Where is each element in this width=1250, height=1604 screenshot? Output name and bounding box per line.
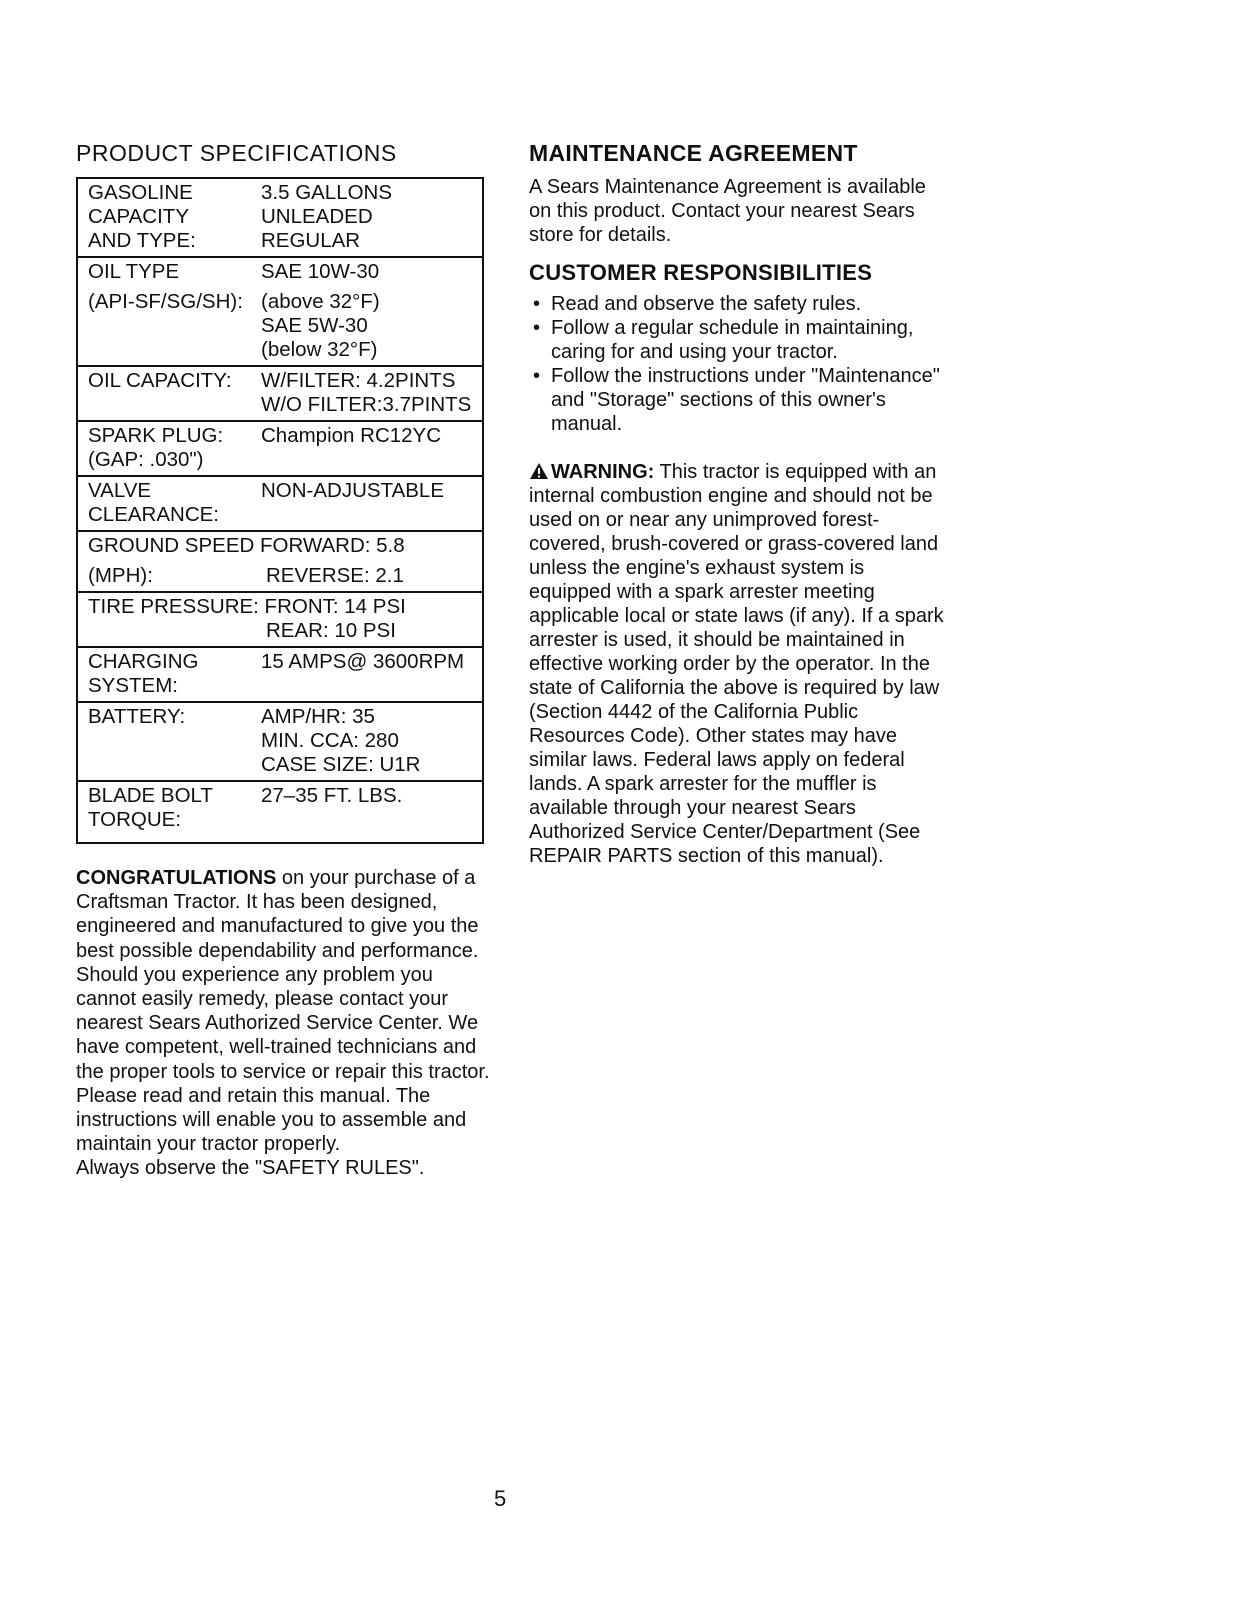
right-column — [529, 140, 949, 888]
safety-rules-paragraph: Always observe the "SAFETY RULES". — [76, 1157, 425, 1180]
spec-label: (API-SF/SG/SH): — [88, 290, 243, 313]
spec-label: OIL TYPE — [88, 260, 180, 283]
spec-label: OIL CAPACITY: — [88, 369, 232, 392]
responsibilities-list — [529, 292, 949, 436]
spec-value: 15 AMPS@ 3600RPM — [261, 650, 465, 673]
list-item: • Follow the instructions under "Maintenance" and "Storage" sections of this owner's manual. — [529, 364, 949, 436]
spec-value: NON-ADJUSTABLE — [261, 479, 445, 502]
spec-row-oil-capacity — [78, 367, 482, 422]
spec-value: UNLEADED — [261, 205, 373, 228]
customer-responsibilities-heading: CUSTOMER RESPONSIBILITIES — [529, 259, 873, 285]
list-item: • Follow a regular schedule in maintaining, caring for and using your tractor. — [529, 316, 949, 364]
spec-row-valve-clearance — [78, 477, 482, 532]
spec-value: W/FILTER: 4.2PINTS — [261, 369, 456, 392]
spec-label: BLADE BOLT — [88, 784, 213, 807]
spec-value: MIN. CCA: 280 — [261, 729, 399, 752]
spec-value: REAR: 10 PSI — [266, 619, 396, 642]
warning-triangle-icon — [529, 462, 549, 480]
spec-value: Champion RC12YC — [261, 424, 442, 447]
spec-row-blade-bolt — [78, 782, 482, 842]
spec-value: CASE SIZE: U1R — [261, 753, 421, 776]
maintenance-agreement-text: A Sears Maintenance Agreement is available on this product. Contact your nearest Sears store for details. — [529, 176, 926, 247]
spec-row-ground-speed — [78, 532, 482, 593]
spec-value: SAE 10W-30 — [261, 260, 380, 283]
spec-label: CLEARANCE: — [88, 503, 220, 526]
page-number: 5 — [494, 1486, 507, 1511]
spec-label: SPARK PLUG: — [88, 424, 224, 447]
spec-label: CHARGING — [88, 650, 199, 673]
spec-label: AND TYPE: — [88, 229, 196, 252]
spec-label: BATTERY: — [88, 705, 186, 728]
congratulations-paragraph — [76, 866, 496, 963]
spec-value: W/O FILTER:3.7PINTS — [261, 393, 472, 416]
maintenance-agreement-heading: MAINTENANCE AGREEMENT — [529, 140, 858, 166]
spec-value: REVERSE: 2.1 — [266, 564, 404, 587]
spec-row-tire-pressure — [78, 593, 482, 648]
product-specifications-heading: PRODUCT SPECIFICATIONS — [76, 140, 397, 166]
spec-value: 3.5 GALLONS — [261, 181, 393, 204]
specifications-table — [76, 177, 484, 844]
spec-row-oil-type — [78, 258, 482, 367]
spec-row-gasoline — [78, 179, 482, 258]
spec-value: (below 32°F) — [261, 338, 378, 361]
spec-value: REGULAR — [261, 229, 361, 252]
spec-label: GASOLINE — [88, 181, 193, 204]
congratulations-text: on your purchase of a Craftsman Tractor. It has been designed, engineered and manufactured to give you the best possible dependability and performance. — [76, 867, 479, 962]
spec-row-charging-system — [78, 648, 482, 703]
spec-value: AMP/HR: 35 — [261, 705, 375, 728]
warning-label: WARNING: — [551, 460, 655, 483]
service-paragraph: Should you experience any problem you cannot easily remedy, please contact your nearest Sears Authorized Service Center. We have competent, well-trained technicians and the proper tools to service or repair this tractor. — [76, 963, 490, 1083]
spec-label: (GAP: .030") — [88, 448, 204, 471]
congratulations-lead: CONGRATULATIONS — [76, 867, 277, 889]
warning-text: This tractor is equipped with an internal combustion engine and should not be used on or near any unimproved forest-covered, brush-covered or grass-covered land unless the engine's exhaust system is equipped with a spark arrester meeting applicable local or state laws (if any). If a spark arrester is used, it should be maintained in effective working order by the operator. In the state of California the above is required by law (Section 4442 of the California Public Resources Code). Other states may have similar laws. Federal laws apply on federal lands. A spark arrester for the muffler is available through your nearest Sears Authorized Service Center/Department (See REPAIR PARTS section of this manual). — [529, 460, 944, 867]
list-item: • Read and observe the safety rules. — [529, 292, 949, 316]
spec-label: CAPACITY — [88, 205, 189, 228]
spec-row-spark-plug — [78, 422, 482, 477]
spec-value: (above 32°F) — [261, 290, 380, 313]
spec-row-battery — [78, 703, 482, 782]
spec-label: (MPH): — [88, 564, 153, 587]
spec-label: TIRE PRESSURE: FRONT: 14 PSI — [88, 595, 406, 618]
spec-label: GROUND SPEED FORWARD: 5.8 — [88, 534, 405, 557]
spec-value: 27–35 FT. LBS. — [261, 784, 403, 807]
spec-label: TORQUE: — [88, 808, 182, 831]
warning-paragraph — [529, 460, 949, 868]
congratulations-section — [76, 866, 496, 1181]
spec-label: SYSTEM: — [88, 674, 178, 697]
spec-value: SAE 5W-30 — [261, 314, 368, 337]
left-column — [76, 140, 496, 1181]
spec-label: VALVE — [88, 479, 152, 502]
retain-manual-paragraph: Please read and retain this manual. The instructions will enable you to assemble and maintain your tractor properly. — [76, 1084, 467, 1156]
